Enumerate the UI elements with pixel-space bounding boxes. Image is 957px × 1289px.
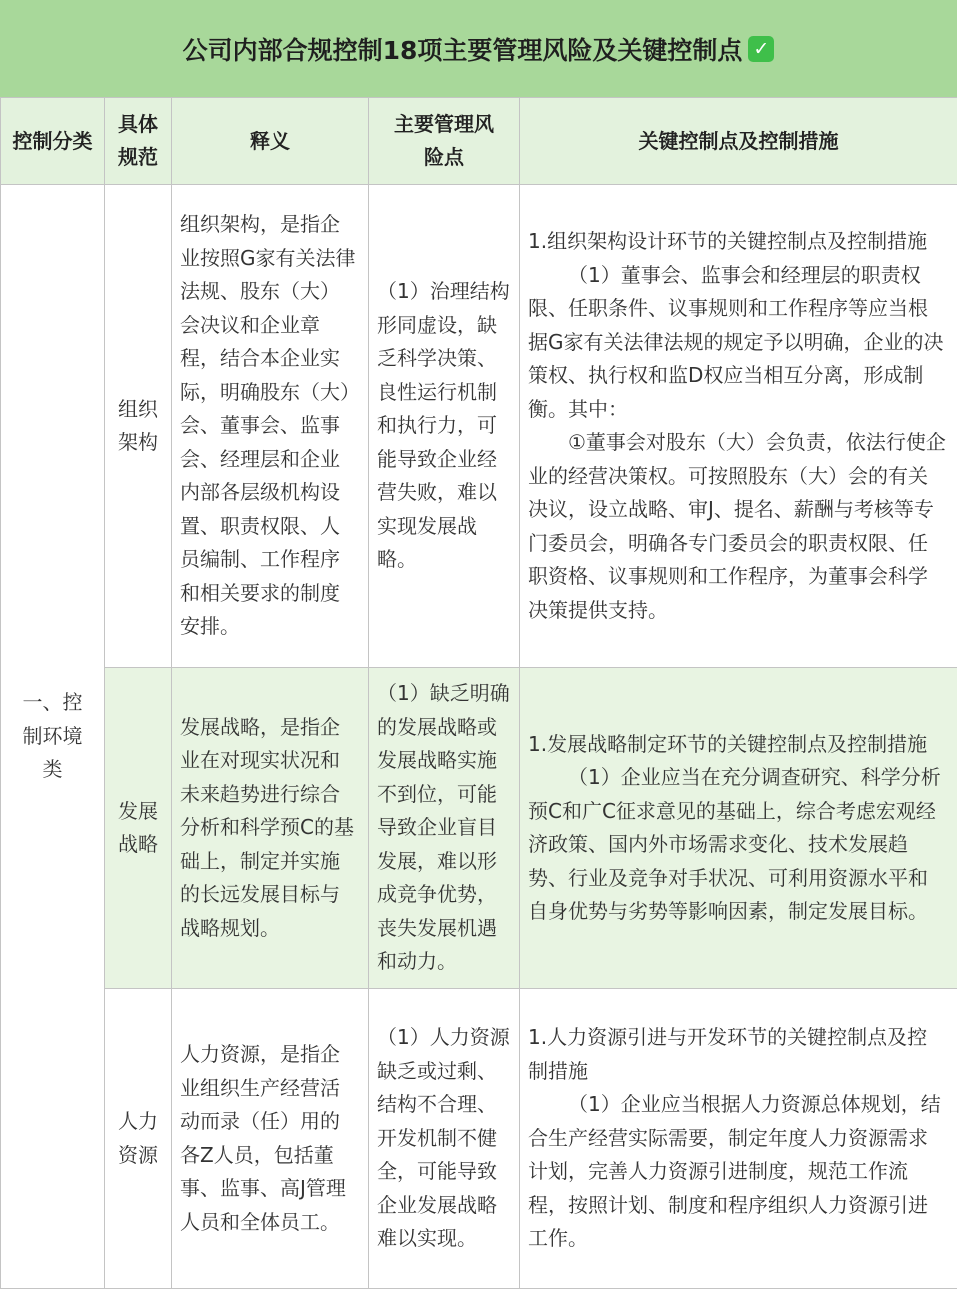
definition-cell: 人力资源，是指企业组织生产经营活动而录（任）用的各Z人员，包括董事、监事、高J管理人员和全体员工。 bbox=[172, 989, 369, 1289]
table-row bbox=[1, 668, 957, 989]
column-header-risk: 主要管理风险点 bbox=[369, 98, 520, 185]
page-title bbox=[0, 0, 957, 97]
compliance-table bbox=[0, 97, 957, 1289]
controls-cell bbox=[520, 989, 957, 1289]
check-mark-icon: ✓ bbox=[748, 36, 774, 62]
control-heading: 1.组织架构设计环节的关键控制点及控制措施 bbox=[528, 225, 947, 259]
risk-cell: （1）治理结构形同虚设，缺乏科学决策、良性运行机制和执行力，可能导致企业经营失败，难以实现发展战略。 bbox=[369, 185, 520, 668]
page-title-text: 公司内部合规控制18项主要管理风险及关键控制点 bbox=[183, 31, 743, 67]
column-header-spec: 具体规范 bbox=[105, 98, 172, 185]
risk-cell: （1）人力资源缺乏或过剩、结构不合理、开发机制不健全，可能导致企业发展战略难以实现。 bbox=[369, 989, 520, 1289]
spec-cell: 发展战略 bbox=[105, 668, 172, 989]
controls-cell bbox=[520, 185, 957, 668]
definition-cell: 组织架构，是指企业按照G家有关法律法规、股东（大）会决议和企业章程，结合本企业实际，明确股东（大）会、董事会、监事会、经理层和企业内部各层级机构设置、职责权限、人员编制、工作程序和相关要求的制度安排。 bbox=[172, 185, 369, 668]
control-paragraph: （1）企业应当根据人力资源总体规划，结合生产经营实际需要，制定年度人力资源需求计划，完善人力资源引进制度，规范工作流程，按照计划、制度和程序组织人力资源引进工作。 bbox=[528, 1088, 947, 1256]
table-row bbox=[1, 989, 957, 1289]
category-cell: 一、控制环境类 bbox=[1, 185, 105, 1289]
control-heading: 1.发展战略制定环节的关键控制点及控制措施 bbox=[528, 728, 947, 762]
control-heading: 1.人力资源引进与开发环节的关键控制点及控制措施 bbox=[528, 1021, 947, 1088]
spec-cell: 组织架构 bbox=[105, 185, 172, 668]
control-paragraph: （1）董事会、监事会和经理层的职责权限、任职条件、议事规则和工作程序等应当根据G家有关法律法规的规定予以明确，企业的决策权、执行权和监D权应当相互分离，形成制衡。其中： bbox=[528, 259, 947, 427]
risk-cell: （1）缺乏明确的发展战略或发展战略实施不到位，可能导致企业盲目发展，难以形成竞争优势，丧失发展机遇和动力。 bbox=[369, 668, 520, 989]
table-header-row bbox=[1, 98, 957, 185]
definition-cell: 发展战略，是指企业在对现实状况和未来趋势进行综合分析和科学预C的基础上，制定并实施的长远发展目标与战略规划。 bbox=[172, 668, 369, 989]
column-header-controls: 关键控制点及控制措施 bbox=[520, 98, 957, 185]
controls-cell bbox=[520, 668, 957, 989]
column-header-category: 控制分类 bbox=[1, 98, 105, 185]
control-paragraph: ①董事会对股东（大）会负责，依法行使企业的经营决策权。可按照股东（大）会的有关决议，设立战略、审J、提名、薪酬与考核等专门委员会，明确各专门委员会的职责权限、任职资格、议事规则和工作程序，为董事会科学决策提供支持。 bbox=[528, 426, 947, 627]
control-paragraph: （1）企业应当在充分调查研究、科学分析预C和广C征求意见的基础上，综合考虑宏观经济政策、国内外市场需求变化、技术发展趋势、行业及竞争对手状况、可利用资源水平和自身优势与劣势等影响因素，制定发展目标。 bbox=[528, 761, 947, 929]
table-row bbox=[1, 185, 957, 668]
column-header-definition: 释义 bbox=[172, 98, 369, 185]
spec-cell: 人力资源 bbox=[105, 989, 172, 1289]
